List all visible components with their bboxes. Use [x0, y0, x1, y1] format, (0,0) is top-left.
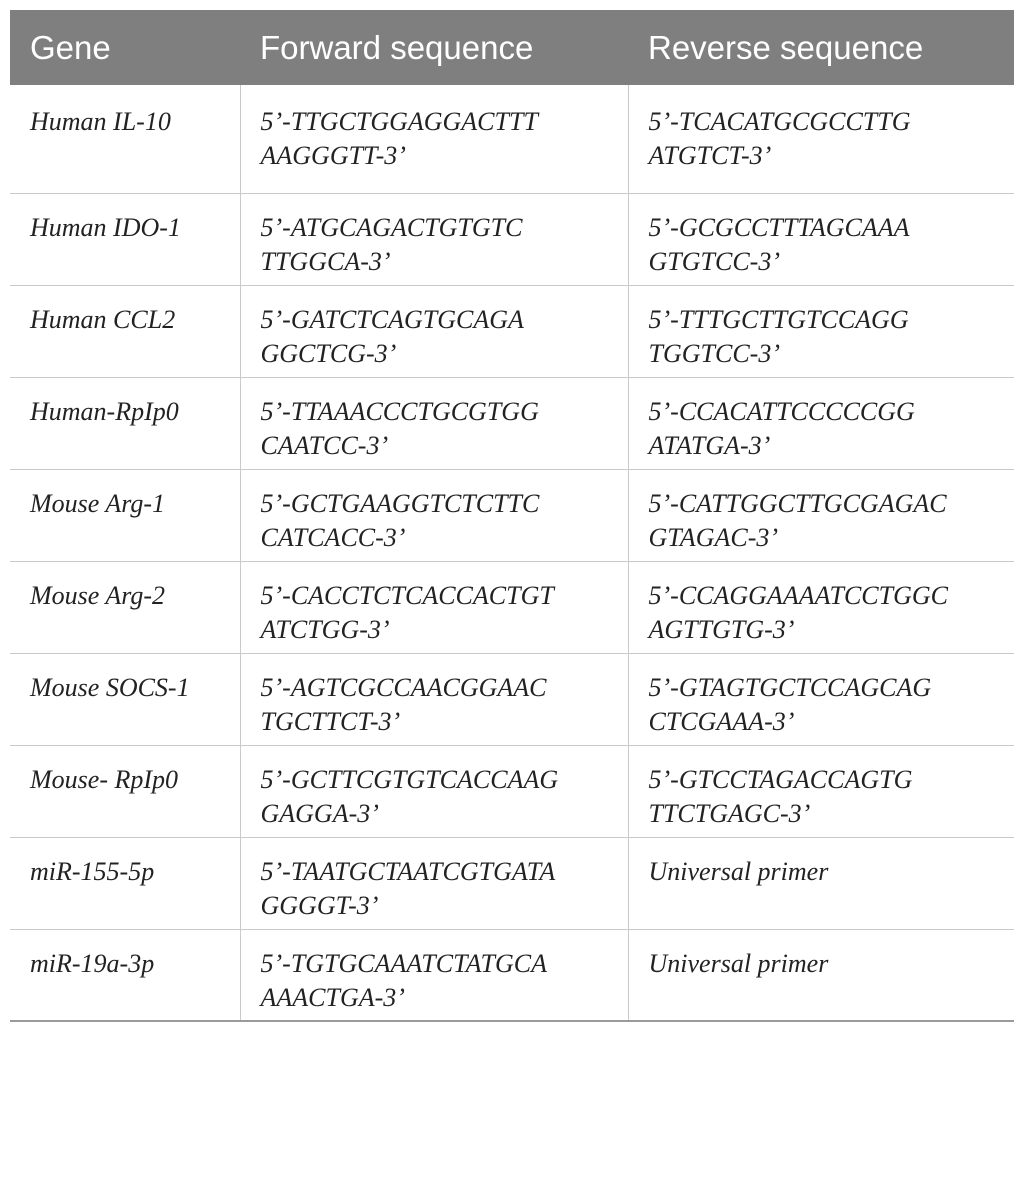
reverse-sequence-cell: 5’-CATTGGCTTGCGAGAC GTAGAC-3’	[628, 469, 1014, 561]
header-reverse-sequence: Reverse sequence	[628, 10, 1014, 85]
table-row	[10, 561, 1014, 653]
table-row	[10, 377, 1014, 469]
gene-cell: miR-155-5p	[10, 837, 240, 929]
forward-sequence-cell: 5’-GCTTCGTGTCACCAAG GAGGA-3’	[240, 745, 628, 837]
table-row	[10, 929, 1014, 1021]
gene-cell: Mouse Arg-2	[10, 561, 240, 653]
reverse-sequence-cell: 5’-CCAGGAAAATCCTGGC AGTTGTG-3’	[628, 561, 1014, 653]
forward-sequence-cell: 5’-TGTGCAAATCTATGCA AAACTGA-3’	[240, 929, 628, 1021]
gene-cell: miR-19a-3p	[10, 929, 240, 1021]
table-row	[10, 469, 1014, 561]
gene-cell: Mouse Arg-1	[10, 469, 240, 561]
primer-table-container	[10, 10, 1014, 1022]
forward-sequence-cell: 5’-ATGCAGACTGTGTC TTGGCA-3’	[240, 193, 628, 285]
primer-table	[10, 10, 1014, 1022]
reverse-sequence-cell: 5’-GTAGTGCTCCAGCAG CTCGAAA-3’	[628, 653, 1014, 745]
forward-sequence-cell: 5’-TTGCTGGAGGACTTT AAGGGTT-3’	[240, 85, 628, 193]
header-gene: Gene	[10, 10, 240, 85]
gene-cell: Mouse- RpIp0	[10, 745, 240, 837]
forward-sequence-cell: 5’-GATCTCAGTGCAGA GGCTCG-3’	[240, 285, 628, 377]
table-header	[10, 10, 1014, 85]
reverse-sequence-cell: Universal primer	[628, 837, 1014, 929]
forward-sequence-cell: 5’-TAATGCTAATCGTGATA GGGGT-3’	[240, 837, 628, 929]
table-row	[10, 653, 1014, 745]
table-row	[10, 85, 1014, 193]
forward-sequence-cell: 5’-AGTCGCCAACGGAAC TGCTTCT-3’	[240, 653, 628, 745]
gene-cell: Mouse SOCS-1	[10, 653, 240, 745]
gene-cell: Human IL-10	[10, 85, 240, 193]
header-forward-sequence: Forward sequence	[240, 10, 628, 85]
reverse-sequence-cell: 5’-TCACATGCGCCTTG ATGTCT-3’	[628, 85, 1014, 193]
table-row	[10, 193, 1014, 285]
table-row	[10, 837, 1014, 929]
header-row	[10, 10, 1014, 85]
table-row	[10, 285, 1014, 377]
forward-sequence-cell: 5’-TTAAACCCTGCGTGG CAATCC-3’	[240, 377, 628, 469]
gene-cell: Human CCL2	[10, 285, 240, 377]
forward-sequence-cell: 5’-CACCTCTCACCACTGT ATCTGG-3’	[240, 561, 628, 653]
reverse-sequence-cell: 5’-GCGCCTTTAGCAAA GTGTCC-3’	[628, 193, 1014, 285]
forward-sequence-cell: 5’-GCTGAAGGTCTCTTC CATCACC-3’	[240, 469, 628, 561]
reverse-sequence-cell: 5’-TTTGCTTGTCCAGG TGGTCC-3’	[628, 285, 1014, 377]
reverse-sequence-cell: 5’-GTCCTAGACCAGTG TTCTGAGC-3’	[628, 745, 1014, 837]
table-row	[10, 745, 1014, 837]
reverse-sequence-cell: 5’-CCACATTCCCCCGG ATATGA-3’	[628, 377, 1014, 469]
gene-cell: Human-RpIp0	[10, 377, 240, 469]
gene-cell: Human IDO-1	[10, 193, 240, 285]
reverse-sequence-cell: Universal primer	[628, 929, 1014, 1021]
table-body	[10, 85, 1014, 1021]
